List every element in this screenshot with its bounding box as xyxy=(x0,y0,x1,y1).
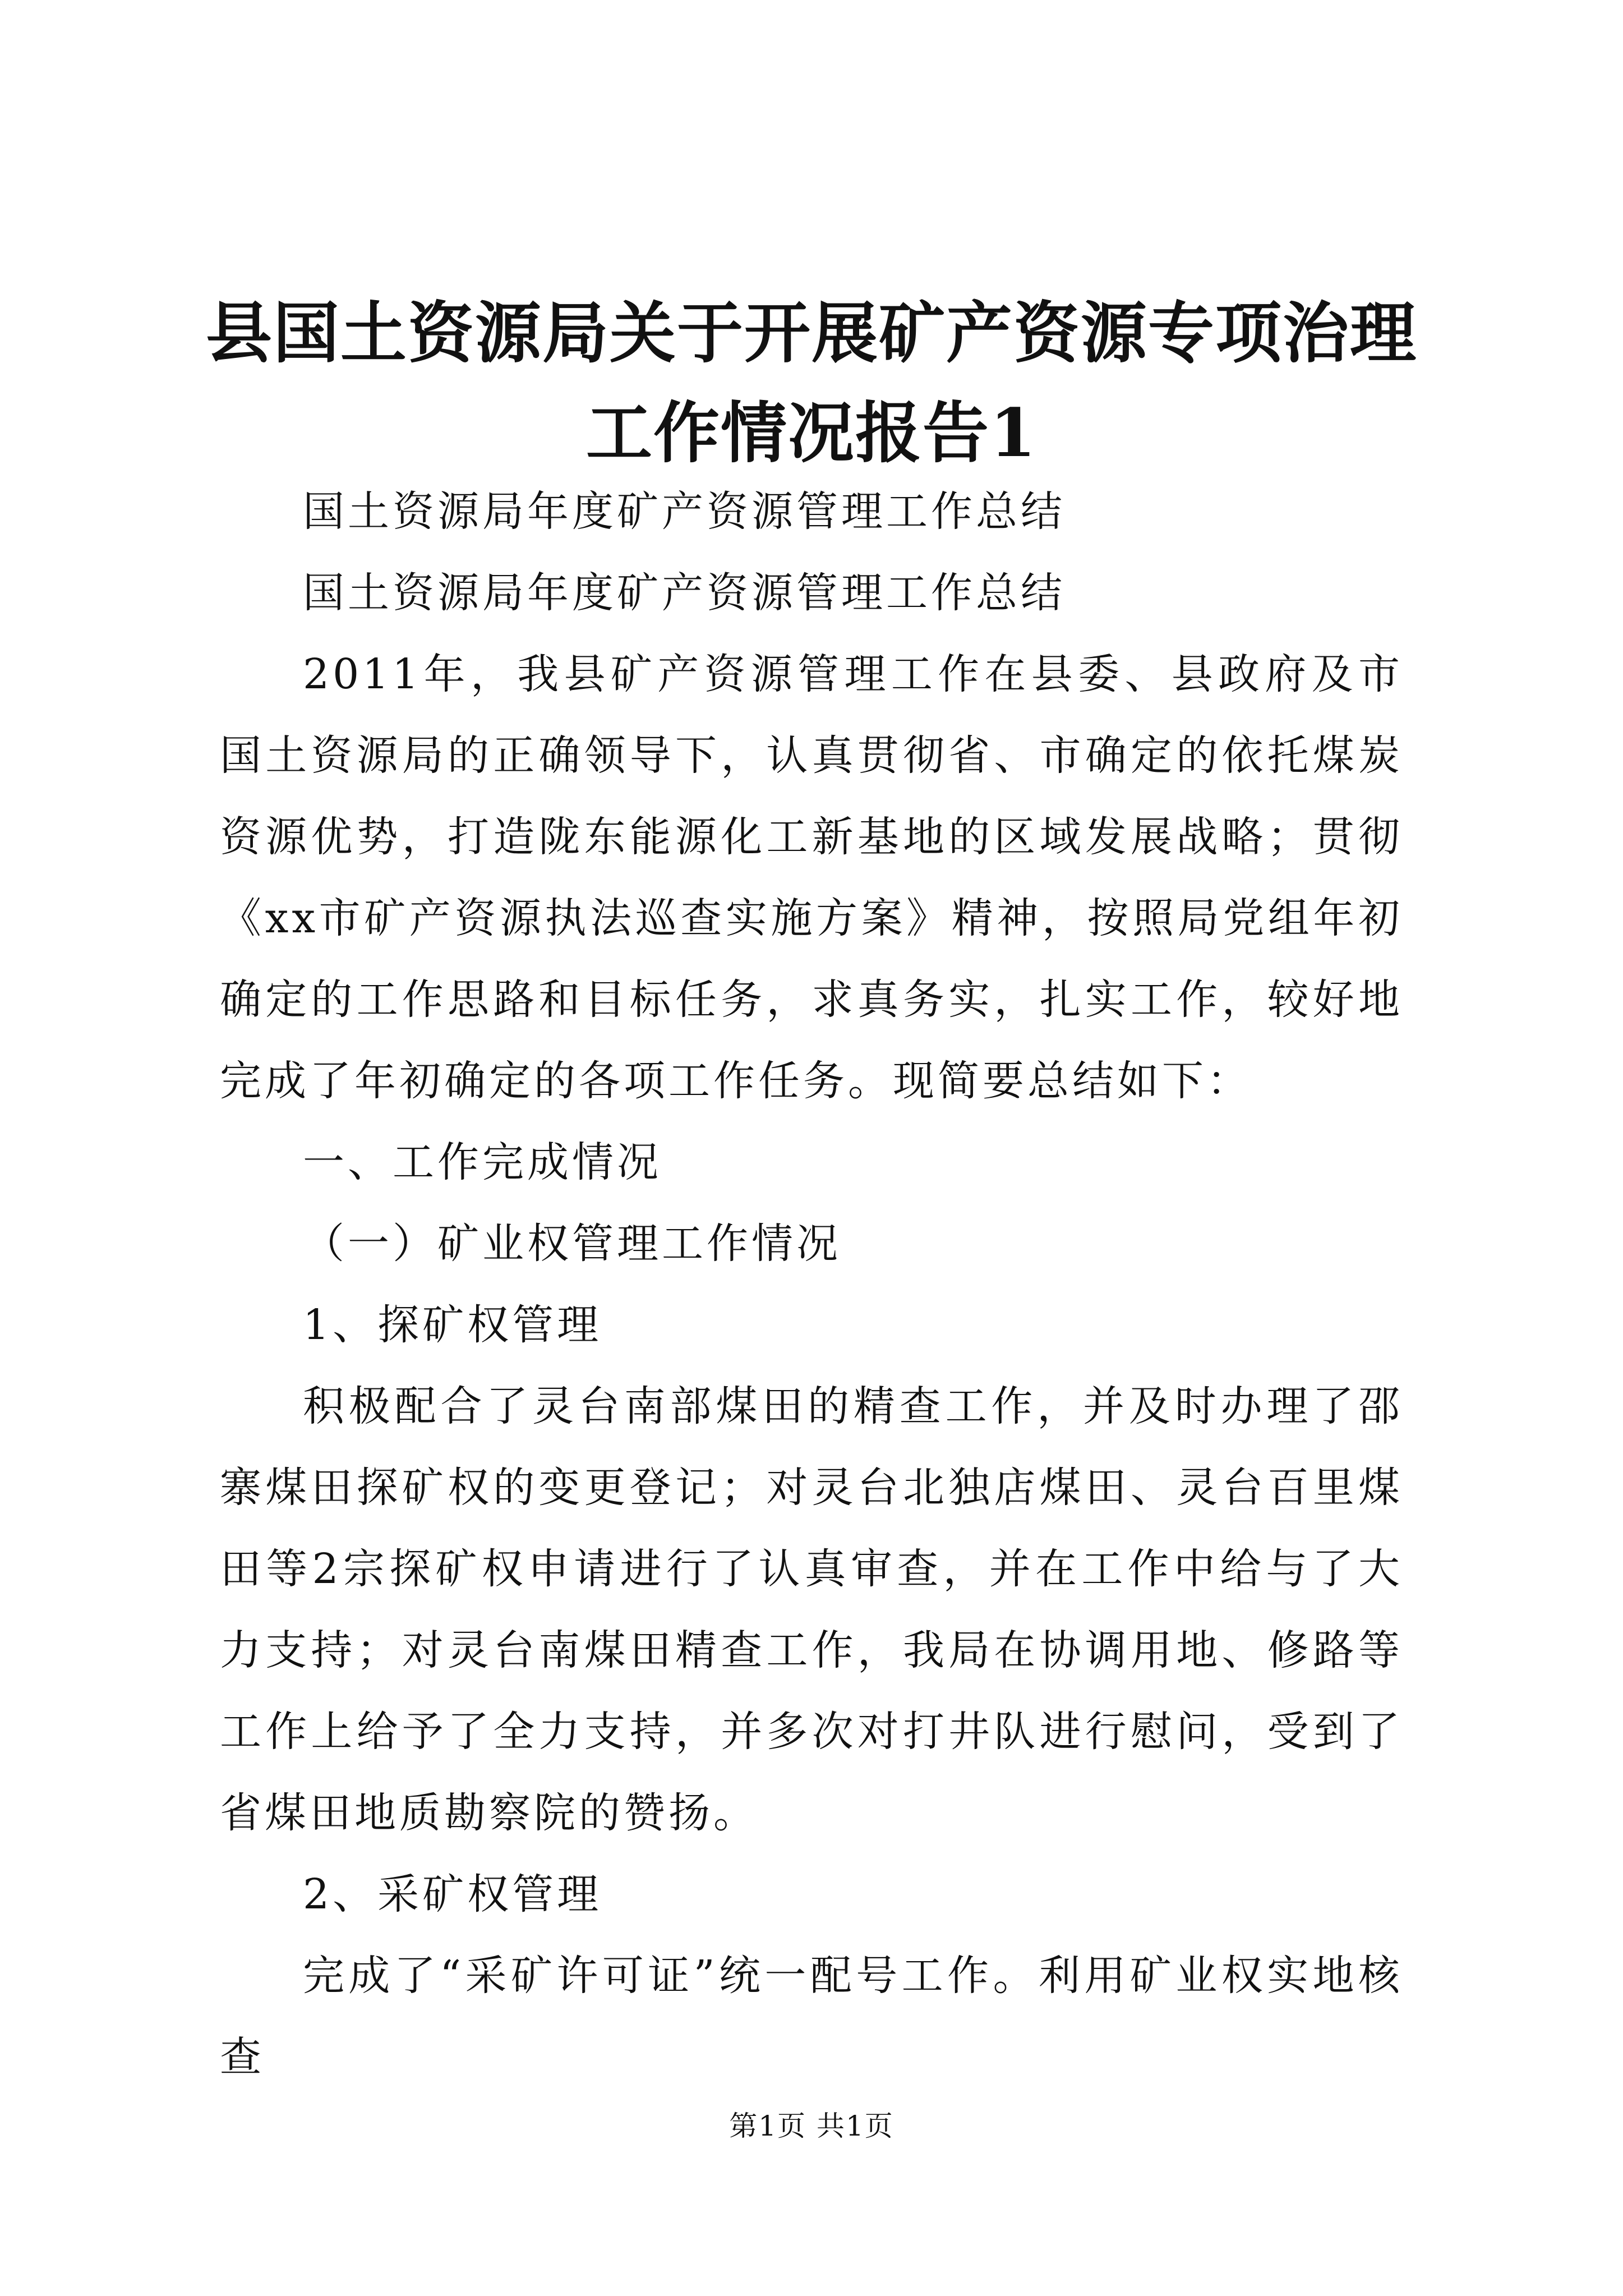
paragraph-summary-heading-1: 国土资源局年度矿产资源管理工作总结 xyxy=(303,487,1066,536)
subsection-heading-mining-rights: （一）矿业权管理工作情况 xyxy=(303,1220,841,1268)
paragraph-summary-heading-2: 国土资源局年度矿产资源管理工作总结 xyxy=(303,569,1066,617)
item-heading-exploration-rights: 1、探矿权管理 xyxy=(303,1301,602,1349)
document-body xyxy=(220,471,1403,2098)
paragraph-exploration-rights: 积极配合了灵台南部煤田的精查工作，并及时办理了邵寨煤田探矿权的变更登记；对灵台北独店煤田、灵台百里煤田等2宗探矿权申请进行了认真审查，并在工作中给与了大力支持；对灵台南煤田精查工作，我局在协调用地、修路等工作上给予了全力支持，并多次对打井队进行慰问，受到了省煤田地质勘察院的赞扬。 xyxy=(220,1382,1403,1837)
document-title: 县国土资源局关于开展矿产资源专项治理工作情况报告1 xyxy=(205,294,1417,472)
item-heading-mining-license: 2、采矿权管理 xyxy=(303,1870,602,1918)
paragraph-intro: 2011年，我县矿产资源管理工作在县委、县政府及市国土资源局的正确领导下，认真贯彻省、市确定的依托煤炭资源优势，打造陇东能源化工新基地的区域发展战略；贯彻《xx市矿产资源执法巡查实施方案》精神，按照局党组年初确定的工作思路和目标任务，求真务实，扎实工作，较好地完成了年初确定的各项工作任务。现简要总结如下： xyxy=(220,650,1403,1105)
page-footer: 第1页 共1页 xyxy=(729,2110,894,2142)
section-heading-work-completion: 一、工作完成情况 xyxy=(303,1138,662,1186)
paragraph-mining-license: 完成了“采矿许可证”统一配号工作。利用矿业权实地核查 xyxy=(220,1952,1403,2081)
